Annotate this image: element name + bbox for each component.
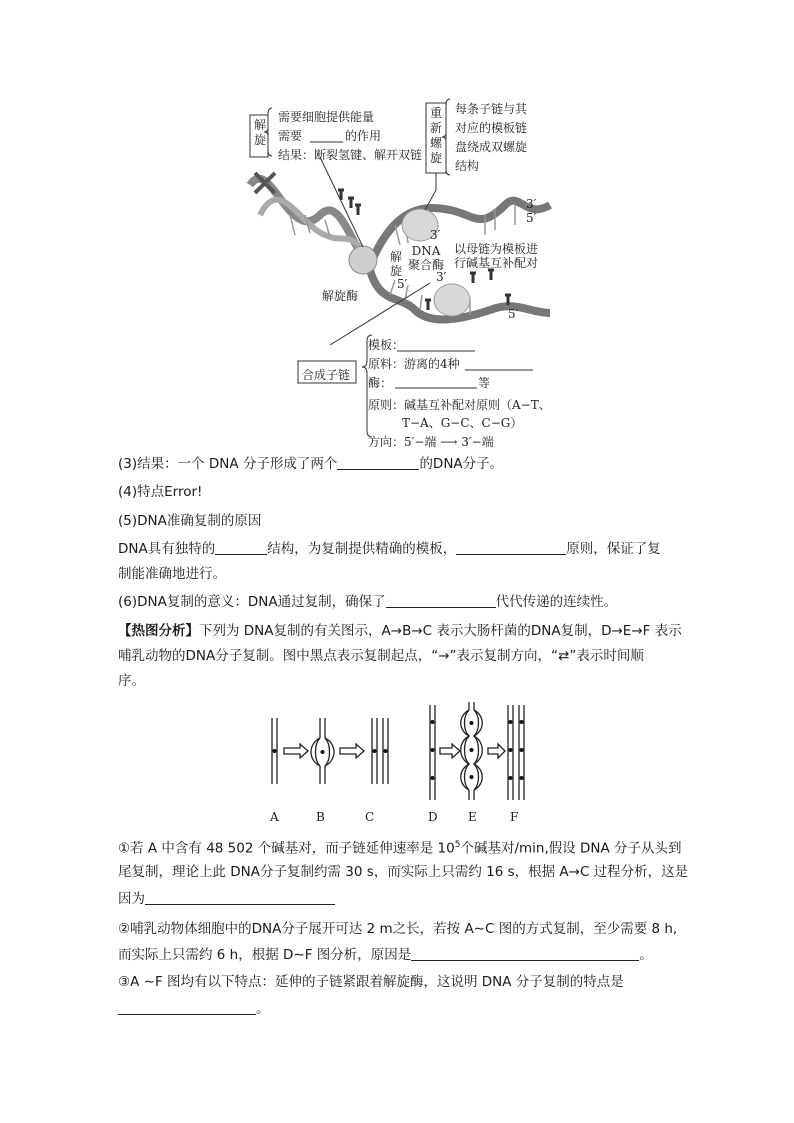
q3-text-a: ③A ∼F 图均有以下特点：延伸的子链紧跟着解旋酶，这说明 DNA 分子复制的特点是 bbox=[118, 974, 624, 990]
template-note-2: 行碱基互补配对 bbox=[454, 256, 539, 270]
helicase-icon bbox=[349, 246, 377, 274]
p5-heading-text: (5)DNA准确复制的原因 bbox=[118, 513, 262, 529]
p5-text-a: DNA具有独特的 bbox=[118, 541, 216, 557]
label-e: E bbox=[468, 810, 477, 824]
question-2-line-1 bbox=[118, 918, 677, 940]
q1-text-d: 因为 bbox=[118, 891, 145, 907]
q2-text-a: ②哺乳动物体细胞中的DNA分子展开可达 2 m之长，若按 A∼C 图的方式复制，至少需要 8 h, bbox=[118, 921, 678, 937]
paragraph-5-cont bbox=[118, 563, 226, 585]
question-1-line-1 bbox=[118, 834, 682, 860]
q1-superscript: 5 bbox=[454, 840, 461, 850]
polymerase-label: DNA聚合酶 bbox=[408, 244, 445, 272]
q1-text-b: 个碱基对/min,假设 DNA 分子从头到 bbox=[460, 840, 682, 857]
p6-text-b: 代代传递的连续性。 bbox=[495, 594, 618, 610]
question-1-line-2 bbox=[118, 861, 688, 883]
question-1-line-3 bbox=[118, 888, 335, 910]
synth-principle: 原则：碱基互补配对原则（A−T、 bbox=[368, 398, 551, 412]
hot-figure-line-3 bbox=[118, 670, 145, 692]
q2-text-b: 而实际上只需约 6 h，根据 D∼F 图分析，原因是 bbox=[118, 947, 412, 963]
synth-enzyme-tail: 等 bbox=[478, 376, 491, 390]
synth-material: 原料：游离的4种 bbox=[368, 357, 460, 371]
paragraph-4 bbox=[118, 481, 202, 503]
answer-blank[interactable] bbox=[215, 540, 267, 555]
chongxin-line-2: 对应的模板链 bbox=[455, 121, 528, 135]
answer-blank[interactable] bbox=[386, 593, 496, 608]
label-a: A bbox=[270, 810, 279, 824]
jiexuan-box-label: 解旋 bbox=[254, 118, 267, 147]
answer-blank[interactable] bbox=[456, 540, 566, 555]
hot-text-1: 下列为 DNA复制的有关图示，A→B→C 表示大肠杆菌的DNA复制，D→E→F 表示 bbox=[199, 623, 682, 639]
hot-figure-line-1 bbox=[118, 620, 682, 642]
q1-text-a: ①若 A 中含有 48 502 个碱基对，而子链延伸速率是 10 bbox=[118, 840, 455, 857]
p3-text-a: (3)结果：一个 DNA 分子形成了两个 bbox=[118, 456, 338, 472]
jiexuan-line-2b: 的作用 bbox=[345, 129, 382, 143]
chongxin-line-4: 结构 bbox=[455, 159, 480, 173]
label-d: D bbox=[428, 810, 438, 824]
hot-figure-tag: 【热图分析】 bbox=[118, 623, 199, 639]
synth-enzyme: 酶： bbox=[368, 376, 393, 390]
q1-text-c: 尾复制，理论上此 DNA分子复制约需 30 s，而实际上只需约 16 s，根据 A→C 过程分析，这是 bbox=[118, 864, 689, 880]
synth-box-label: 合成子链 bbox=[302, 368, 351, 382]
chongxin-box-label: 重新螺旋 bbox=[430, 106, 443, 165]
answer-blank[interactable] bbox=[145, 890, 335, 905]
hot-figure-line-2 bbox=[118, 645, 644, 667]
synth-template: 模板： bbox=[368, 338, 405, 352]
p5-text-d: 制能准确地进行。 bbox=[118, 566, 226, 582]
answer-blank[interactable] bbox=[118, 1000, 256, 1015]
synth-principle-2: T−A、G−C、C−G） bbox=[402, 416, 523, 430]
polymerase-icon bbox=[434, 284, 470, 316]
question-2-line-2 bbox=[118, 944, 653, 966]
paragraph-5-line bbox=[118, 538, 661, 560]
answer-blank[interactable] bbox=[337, 455, 419, 470]
end-3-low: 3′ bbox=[436, 270, 447, 284]
replication-diagram-svg bbox=[260, 700, 530, 830]
question-3-line-1 bbox=[118, 971, 624, 993]
label-f: F bbox=[510, 810, 519, 824]
end-5-top: 5′ bbox=[526, 211, 537, 225]
p4-text: (4)特点Error! bbox=[118, 484, 203, 500]
p6-text-a: (6)DNA复制的意义：DNA通过复制，确保了 bbox=[118, 594, 386, 610]
jiexuan-mid-label: 解旋 bbox=[390, 250, 403, 278]
hot-text-2: 哺乳动物的DNA分子复制。图中黑点表示复制起点，“→”表示复制方向，“⇄”表示时间顺 bbox=[118, 648, 644, 664]
q3-text-b: 。 bbox=[256, 1001, 270, 1017]
answer-blank[interactable] bbox=[411, 946, 639, 961]
jiexuan-line-1: 需要细胞提供能量 bbox=[278, 110, 375, 124]
q2-text-c: 。 bbox=[639, 947, 653, 963]
jiexuan-line-3: 结果：断裂氢键、解开双链 bbox=[278, 148, 423, 162]
end-5-low: 5′ bbox=[397, 277, 408, 291]
end-3-top: 3′ bbox=[526, 197, 537, 211]
template-note-1: 以母链为模板进 bbox=[454, 242, 539, 256]
paragraph-3 bbox=[118, 453, 503, 475]
label-b: B bbox=[316, 810, 325, 824]
question-3-line-2 bbox=[118, 998, 270, 1020]
end-5-bottom: 5′ bbox=[508, 307, 519, 321]
p3-text-b: 的DNA分子。 bbox=[419, 456, 504, 472]
helicase-label: 解旋酶 bbox=[322, 289, 359, 303]
paragraph-5-heading bbox=[118, 510, 261, 532]
hot-text-3: 序。 bbox=[118, 673, 145, 689]
chongxin-line-3: 盘绕成双螺旋 bbox=[455, 140, 528, 154]
chongxin-line-1: 每条子链与其 bbox=[455, 102, 528, 116]
replication-diagram bbox=[260, 700, 530, 830]
synth-direction: 方向：5′−端 ⟶ 3′−端 bbox=[368, 435, 494, 449]
origin-dot-icon bbox=[273, 720, 524, 780]
jiexuan-line-2a: 需要 bbox=[278, 129, 303, 143]
paragraph-6 bbox=[118, 591, 617, 613]
end-3-mid: 3′ bbox=[430, 228, 441, 242]
p5-text-b: 结构，为复制提供精确的模板， bbox=[267, 541, 457, 557]
p5-text-c: 原则，保证了复 bbox=[566, 541, 661, 557]
label-c: C bbox=[365, 810, 375, 824]
